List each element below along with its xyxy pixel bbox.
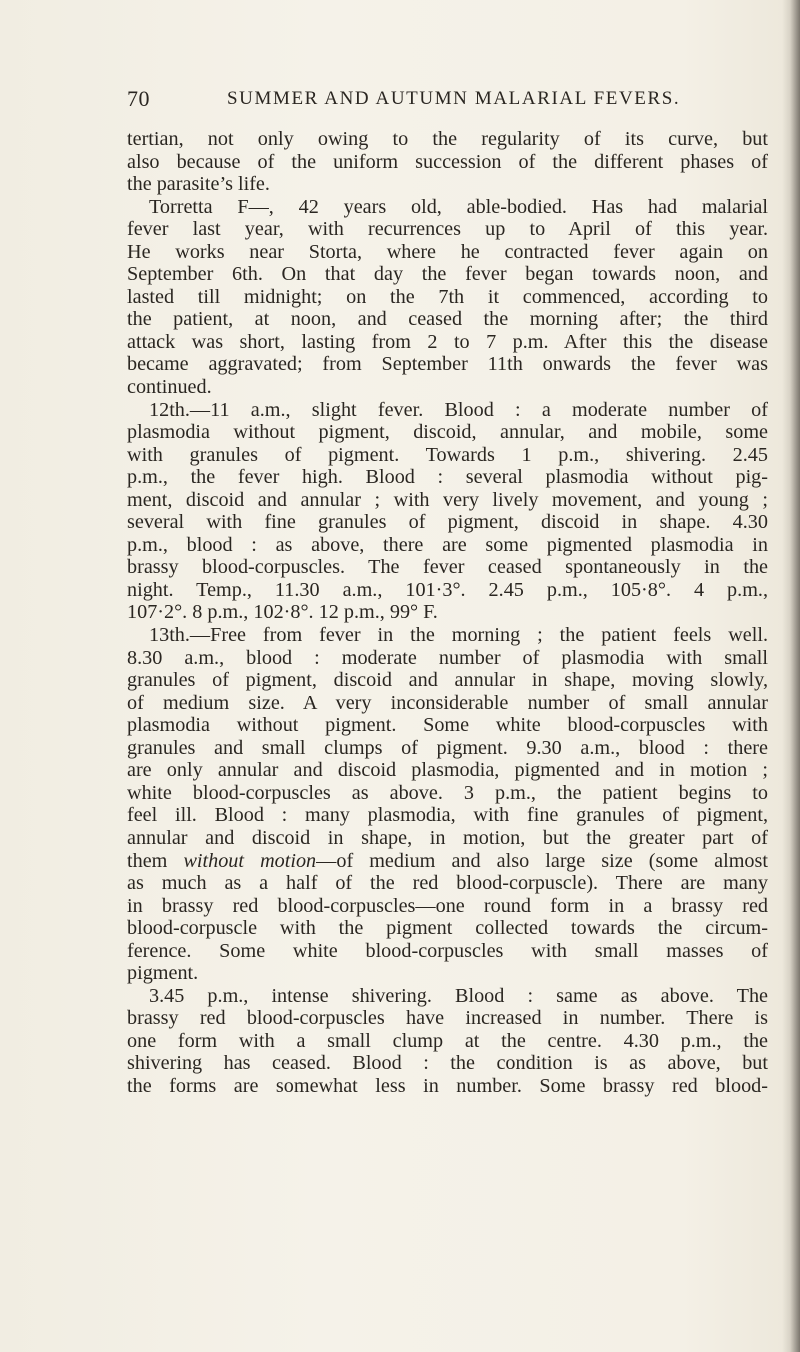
text-line — [127, 1007, 768, 1030]
text-line — [127, 940, 768, 963]
text-segment: also because of the uniform succession of the different phases of — [127, 150, 768, 173]
text-line — [127, 534, 768, 557]
text-line — [127, 985, 768, 1008]
body-text — [127, 128, 768, 1098]
text-segment: September 6th. On that day the fever began towards noon, and — [127, 263, 768, 286]
text-segment: 12th.—11 a.m., slight fever. Blood : a moderate number of — [149, 398, 768, 421]
text-line — [127, 286, 768, 309]
text-line — [127, 917, 768, 940]
text-segment: as much as a half of the red blood-corpuscle). There are many — [127, 872, 768, 895]
text-line — [127, 895, 768, 918]
text-segment: attack was short, lasting from 2 to 7 p.m. After this the disease — [127, 330, 768, 353]
text-segment: the parasite’s life. — [127, 173, 270, 196]
text-segment: continued. — [127, 376, 212, 399]
text-line — [127, 466, 768, 489]
text-segment: 8.30 a.m., blood : moderate number of plasmodia with small — [127, 646, 768, 669]
text-segment: He works near Storta, where he contracted fever again on — [127, 240, 768, 263]
text-line — [127, 737, 768, 760]
text-segment: are only annular and discoid plasmodia, pigmented and in motion ; — [127, 759, 768, 782]
text-segment: Torretta F—, 42 years old, able-bodied. Has had malarial — [149, 195, 768, 218]
page-header — [127, 86, 767, 114]
text-segment: 13th.—Free from fever in the morning ; the patient feels well. — [149, 624, 768, 647]
text-segment: annular and discoid in shape, in motion, but the greater part of — [127, 826, 768, 849]
page-number: 70 — [127, 86, 150, 111]
text-line — [127, 151, 768, 174]
text-segment: feel ill. Blood : many plasmodia, with fine granules of pigment, — [127, 804, 768, 827]
text-line — [127, 263, 768, 286]
text-segment: one form with a small clump at the centre. 4.30 p.m., the — [127, 1029, 768, 1052]
text-segment: plasmodia without pigment, discoid, annular, and mobile, some — [127, 421, 768, 444]
book-spine-shadow — [782, 0, 800, 1352]
text-segment: ment, discoid and annular ; with very lively movement, and young ; — [127, 488, 768, 511]
text-line — [127, 669, 768, 692]
text-line — [127, 1075, 768, 1098]
text-segment: granules and small clumps of pigment. 9.30 a.m., blood : there — [127, 736, 768, 759]
text-line — [127, 1052, 768, 1075]
text-segment: several with fine granules of pigment, discoid in shape. 4.30 — [127, 511, 768, 534]
text-segment: in brassy red blood-corpuscles—one round form in a brassy red — [127, 894, 768, 917]
text-line — [127, 308, 768, 331]
text-segment: brassy red blood-corpuscles have increased in number. There is — [127, 1007, 768, 1030]
text-line — [127, 827, 768, 850]
text-line — [127, 128, 768, 151]
text-line — [127, 376, 768, 399]
text-segment: night. Temp., 11.30 a.m., 101·3°. 2.45 p.m., 105·8°. 4 p.m., — [127, 578, 768, 601]
text-segment: p.m., blood : as above, there are some pigmented plasmodia in — [127, 533, 768, 556]
text-line — [127, 196, 768, 219]
text-segment: plasmodia without pigment. Some white blood-corpuscles with — [127, 714, 768, 737]
text-line — [127, 444, 768, 467]
italic-text-segment: without motion — [183, 849, 317, 872]
text-segment: white blood-corpuscles as above. 3 p.m., the patient begins to — [127, 781, 768, 804]
text-line — [127, 331, 768, 354]
text-segment: became aggravated; from September 11th onwards the fever was — [127, 353, 768, 376]
text-line — [127, 218, 768, 241]
text-segment: lasted till midnight; on the 7th it commenced, according to — [127, 285, 768, 308]
text-segment: 107·2°. 8 p.m., 102·8°. 12 p.m., 99° F. — [127, 601, 438, 624]
text-line — [127, 872, 768, 895]
text-segment: blood-corpuscle with the pigment collected towards the circum- — [127, 917, 768, 940]
text-segment: p.m., the fever high. Blood : several plasmodia without pig- — [127, 466, 768, 489]
text-line — [127, 511, 768, 534]
text-segment: the forms are somewhat less in number. Some brassy red blood- — [127, 1074, 768, 1097]
text-line — [127, 173, 768, 196]
text-segment: with granules of pigment. Towards 1 p.m., shivering. 2.45 — [127, 443, 768, 466]
text-line — [127, 782, 768, 805]
text-line — [127, 579, 768, 602]
text-line — [127, 962, 768, 985]
text-line — [127, 489, 768, 512]
text-line — [127, 804, 768, 827]
text-segment: granules of pigment, discoid and annular in shape, moving slowly, — [127, 669, 768, 692]
text-line — [127, 759, 768, 782]
text-segment: tertian, not only owing to the regularity of its curve, but — [127, 128, 768, 150]
text-line — [127, 624, 768, 647]
text-segment: 3.45 p.m., intense shivering. Blood : same as above. The — [149, 984, 768, 1007]
text-segment: pigment. — [127, 962, 199, 985]
text-line — [127, 353, 768, 376]
text-line — [127, 647, 768, 670]
text-line — [127, 556, 768, 579]
text-segment: shivering has ceased. Blood : the condition is as above, but — [127, 1052, 768, 1075]
text-segment: them — [127, 849, 184, 872]
text-segment: brassy blood-corpuscles. The fever ceased spontaneously in the — [127, 556, 768, 579]
text-line — [127, 1030, 768, 1053]
text-line — [127, 714, 768, 737]
text-line — [127, 850, 768, 873]
text-line — [127, 692, 768, 715]
running-head: SUMMER AND AUTUMN MALARIAL FEVERS. — [227, 88, 681, 109]
text-segment: ference. Some white blood-corpuscles with small masses of — [127, 939, 768, 962]
text-line — [127, 421, 768, 444]
text-line — [127, 241, 768, 264]
text-segment: —of medium and also large size (some almost — [316, 849, 768, 872]
text-segment: of medium size. A very inconsiderable number of small annular — [127, 691, 768, 714]
text-line — [127, 601, 768, 624]
text-segment: fever last year, with recurrences up to April of this year. — [127, 218, 768, 241]
text-segment: the patient, at noon, and ceased the morning after; the third — [127, 308, 768, 331]
text-line — [127, 399, 768, 422]
